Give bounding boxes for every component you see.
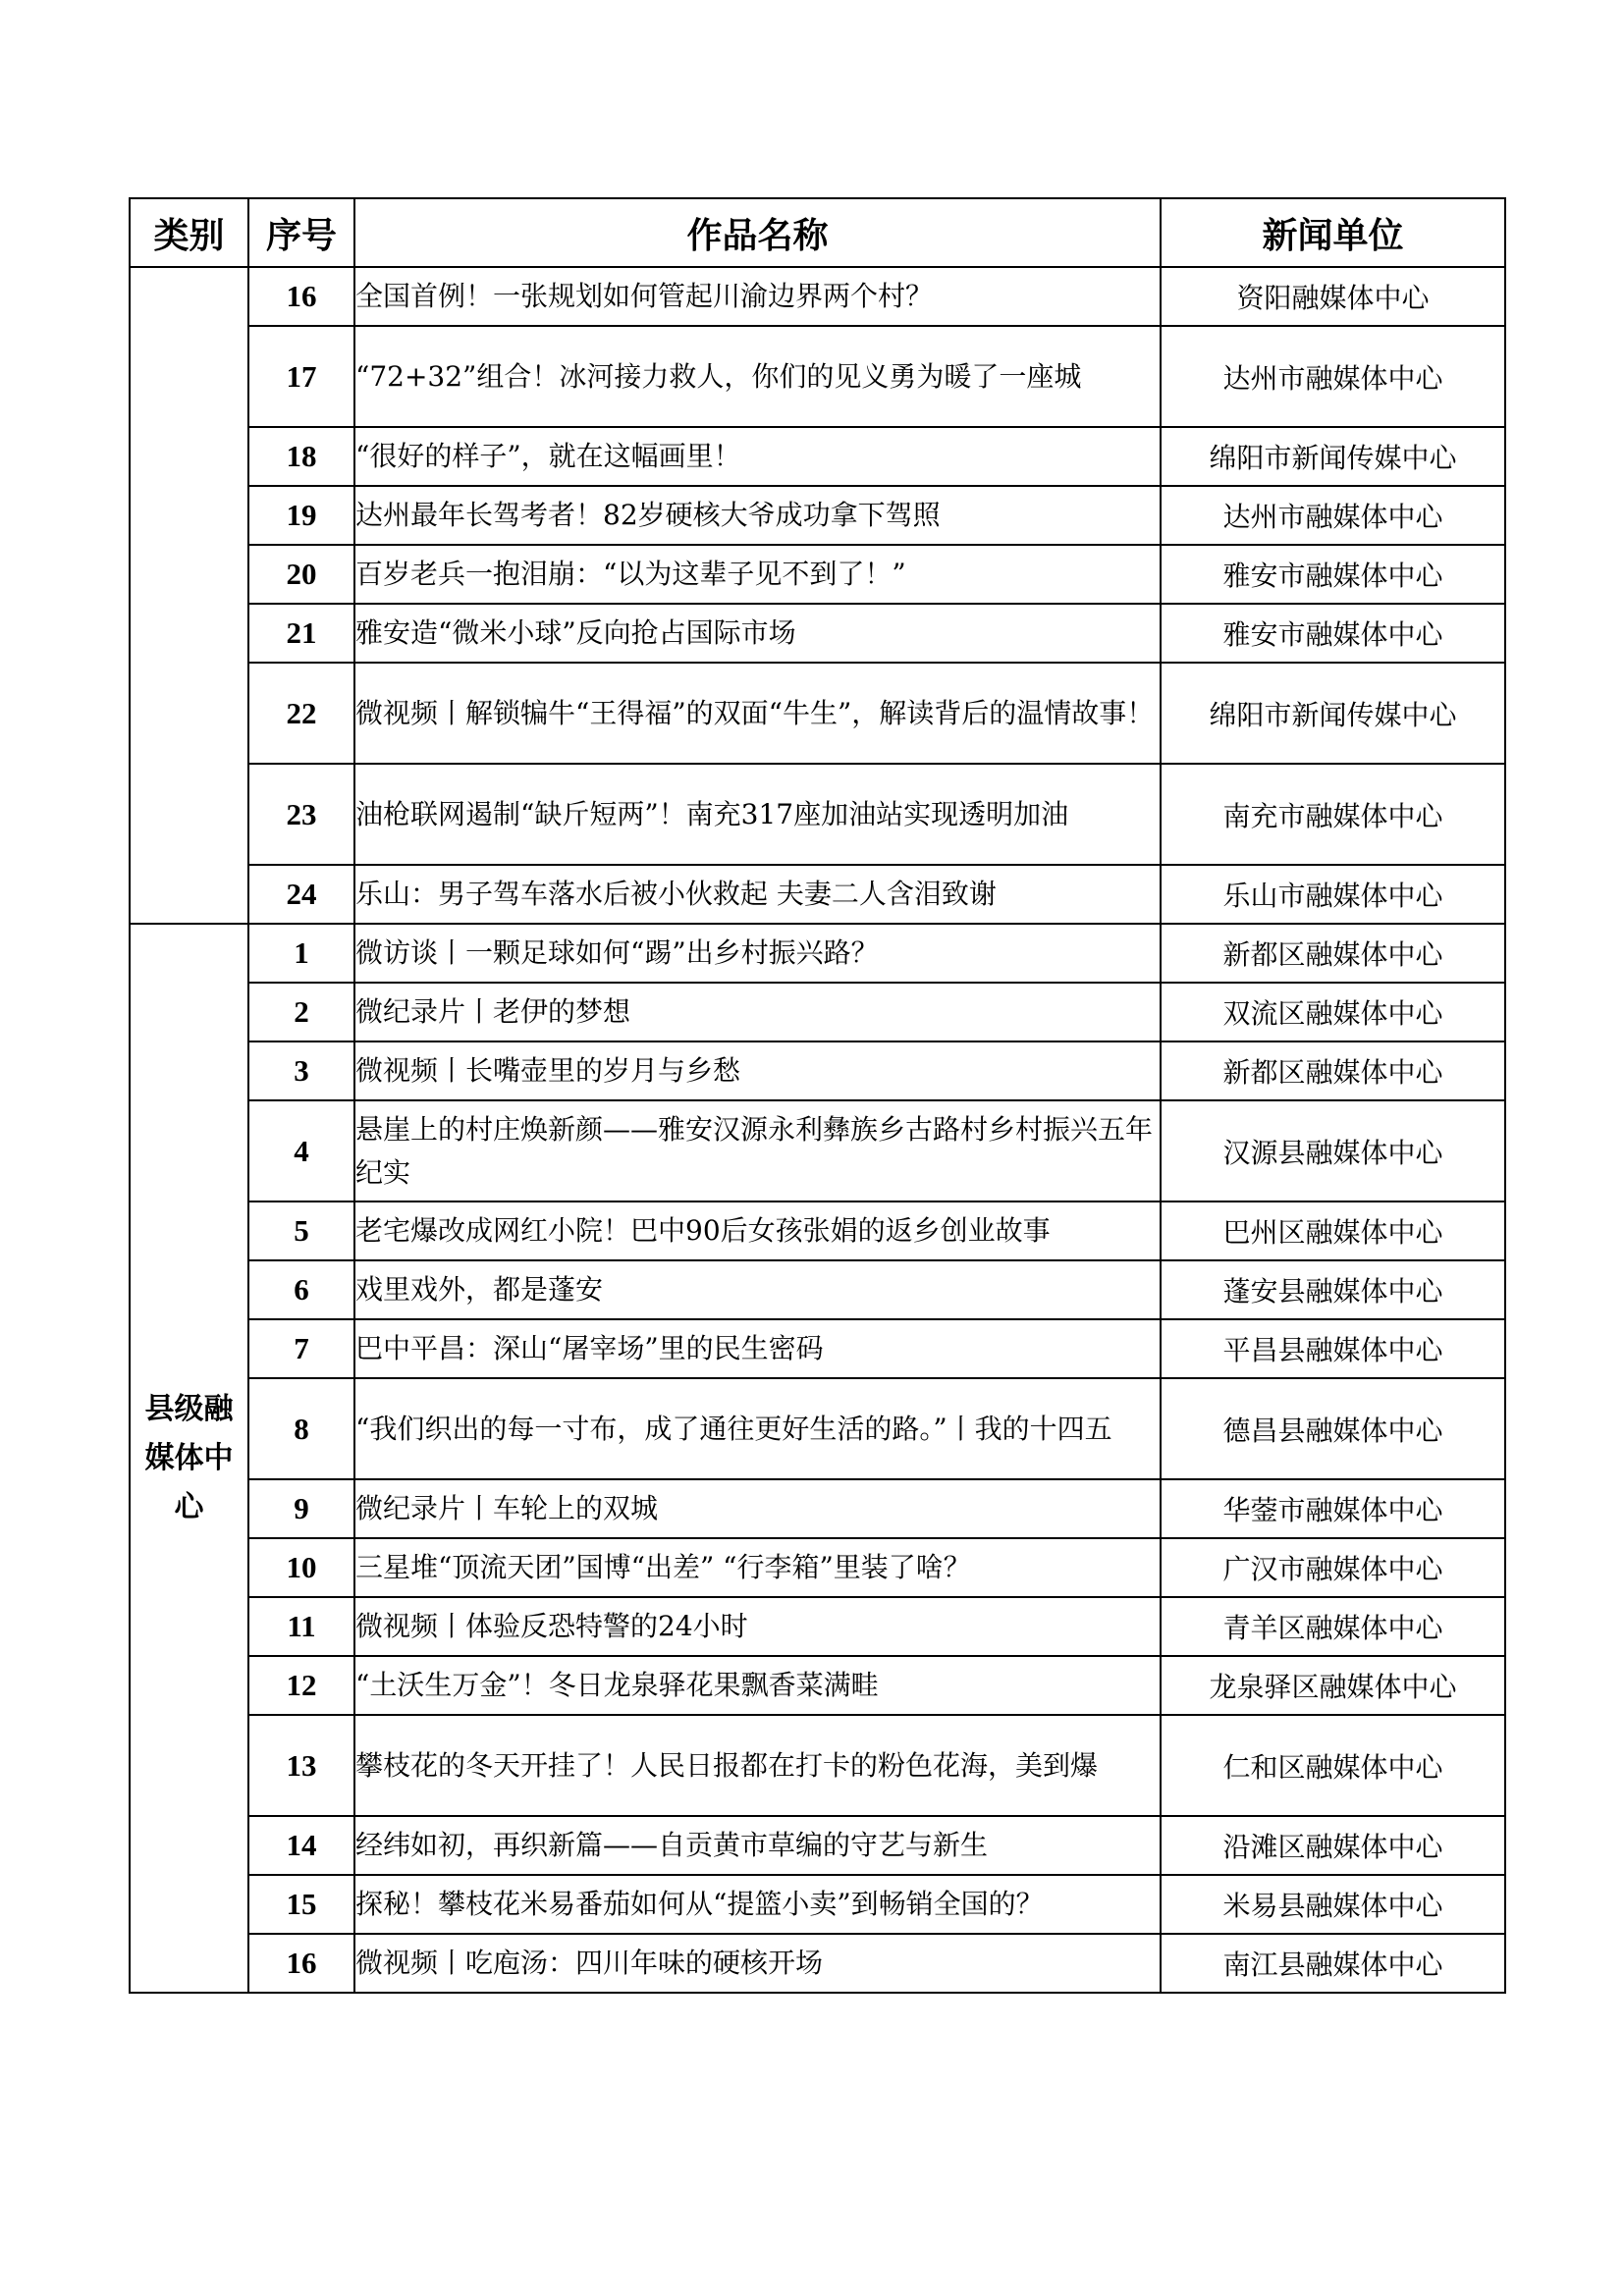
news-unit: 仁和区融媒体中心 [1161,1715,1505,1816]
work-title: 三星堆“顶流天团”国博“出差” “行李箱”里装了啥？ [354,1538,1161,1597]
work-title: 经纬如初，再织新篇——自贡黄市草编的守艺与新生 [354,1816,1161,1875]
table-row [130,1319,1505,1378]
row-number: 3 [248,1041,354,1100]
table-row [130,924,1505,983]
table-row [130,1378,1505,1479]
header-unit: 新闻单位 [1161,198,1505,267]
table-row [130,764,1505,865]
work-title: 探秘！攀枝花米易番茄如何从“提篮小卖”到畅销全国的？ [354,1875,1161,1934]
work-title: 百岁老兵一抱泪崩：“以为这辈子见不到了！” [354,545,1161,604]
news-unit: 新都区融媒体中心 [1161,1041,1505,1100]
news-unit: 乐山市融媒体中心 [1161,865,1505,924]
row-number: 9 [248,1479,354,1538]
news-unit: 米易县融媒体中心 [1161,1875,1505,1934]
table-row [130,1875,1505,1934]
work-title: 老宅爆改成网红小院！巴中90后女孩张娟的返乡创业故事 [354,1201,1161,1260]
table-row [130,1260,1505,1319]
row-number: 16 [248,1934,354,1993]
row-number: 7 [248,1319,354,1378]
row-number: 5 [248,1201,354,1260]
row-number: 20 [248,545,354,604]
news-unit: 雅安市融媒体中心 [1161,545,1505,604]
table-row [130,1479,1505,1538]
award-list-table [129,197,1506,1994]
table-row [130,486,1505,545]
news-unit: 南江县融媒体中心 [1161,1934,1505,1993]
news-unit: 新都区融媒体中心 [1161,924,1505,983]
table-row [130,1656,1505,1715]
header-category: 类别 [130,198,248,267]
work-title: 微纪录片丨老伊的梦想 [354,983,1161,1041]
work-title: 雅安造“微米小球”反向抢占国际市场 [354,604,1161,663]
work-title: “我们织出的每一寸布，成了通往更好生活的路。”丨我的十四五 [354,1378,1161,1479]
row-number: 22 [248,663,354,764]
table-row [130,1041,1505,1100]
news-unit: 平昌县融媒体中心 [1161,1319,1505,1378]
work-title: 攀枝花的冬天开挂了！人民日报都在打卡的粉色花海，美到爆 [354,1715,1161,1816]
work-title: “很好的样子”，就在这幅画里！ [354,427,1161,486]
work-title: 悬崖上的村庄焕新颜——雅安汉源永利彝族乡古路村乡村振兴五年纪实 [354,1100,1161,1201]
news-unit: 双流区融媒体中心 [1161,983,1505,1041]
row-number: 13 [248,1715,354,1816]
row-number: 18 [248,427,354,486]
row-number: 16 [248,267,354,326]
row-number: 1 [248,924,354,983]
row-number: 12 [248,1656,354,1715]
table-row [130,545,1505,604]
news-unit: 资阳融媒体中心 [1161,267,1505,326]
header-row [130,198,1505,267]
row-number: 23 [248,764,354,865]
news-unit: 广汉市融媒体中心 [1161,1538,1505,1597]
row-number: 2 [248,983,354,1041]
table-row [130,267,1505,326]
work-title: 油枪联网遏制“缺斤短两”！南充317座加油站实现透明加油 [354,764,1161,865]
news-unit: 德昌县融媒体中心 [1161,1378,1505,1479]
row-number: 19 [248,486,354,545]
table-row [130,1538,1505,1597]
category-cell-group1 [130,267,248,924]
work-title: 微视频丨吃庖汤：四川年味的硬核开场 [354,1934,1161,1993]
table-row [130,1201,1505,1260]
row-number: 21 [248,604,354,663]
table-row [130,1715,1505,1816]
news-unit: 达州市融媒体中心 [1161,326,1505,427]
news-unit: 达州市融媒体中心 [1161,486,1505,545]
news-unit: 绵阳市新闻传媒中心 [1161,663,1505,764]
work-title: 微视频丨体验反恐特警的24小时 [354,1597,1161,1656]
row-number: 24 [248,865,354,924]
table-row [130,865,1505,924]
news-unit: 绵阳市新闻传媒中心 [1161,427,1505,486]
work-title: “72+32”组合！冰河接力救人，你们的见义勇为暖了一座城 [354,326,1161,427]
table-row [130,326,1505,427]
work-title: 巴中平昌：深山“屠宰场”里的民生密码 [354,1319,1161,1378]
header-number: 序号 [248,198,354,267]
work-title: 微视频丨解锁犏牛“王得福”的双面“牛生”，解读背后的温情故事！ [354,663,1161,764]
work-title: 乐山：男子驾车落水后被小伙救起 夫妻二人含泪致谢 [354,865,1161,924]
row-number: 4 [248,1100,354,1201]
news-unit: 南充市融媒体中心 [1161,764,1505,865]
table-row [130,663,1505,764]
work-title: 全国首例！一张规划如何管起川渝边界两个村？ [354,267,1161,326]
table-row [130,983,1505,1041]
news-unit: 龙泉驿区融媒体中心 [1161,1656,1505,1715]
news-unit: 沿滩区融媒体中心 [1161,1816,1505,1875]
header-title: 作品名称 [354,198,1161,267]
work-title: 微纪录片丨车轮上的双城 [354,1479,1161,1538]
news-unit: 青羊区融媒体中心 [1161,1597,1505,1656]
row-number: 8 [248,1378,354,1479]
table-row [130,604,1505,663]
row-number: 10 [248,1538,354,1597]
work-title: 微视频丨长嘴壶里的岁月与乡愁 [354,1041,1161,1100]
work-title: 微访谈丨一颗足球如何“踢”出乡村振兴路？ [354,924,1161,983]
work-title: 达州最年长驾考者！82岁硬核大爷成功拿下驾照 [354,486,1161,545]
row-number: 6 [248,1260,354,1319]
row-number: 11 [248,1597,354,1656]
table-row [130,1934,1505,1993]
news-unit: 华蓥市融媒体中心 [1161,1479,1505,1538]
news-unit: 蓬安县融媒体中心 [1161,1260,1505,1319]
row-number: 15 [248,1875,354,1934]
news-unit: 巴州区融媒体中心 [1161,1201,1505,1260]
table-row [130,427,1505,486]
table-row [130,1100,1505,1201]
table-row [130,1597,1505,1656]
row-number: 17 [248,326,354,427]
category-cell-county: 县级融媒体中心 [130,924,248,1993]
news-unit: 汉源县融媒体中心 [1161,1100,1505,1201]
table-row [130,1816,1505,1875]
news-unit: 雅安市融媒体中心 [1161,604,1505,663]
work-title: 戏里戏外，都是蓬安 [354,1260,1161,1319]
row-number: 14 [248,1816,354,1875]
work-title: “土沃生万金”！冬日龙泉驿花果飘香菜满畦 [354,1656,1161,1715]
